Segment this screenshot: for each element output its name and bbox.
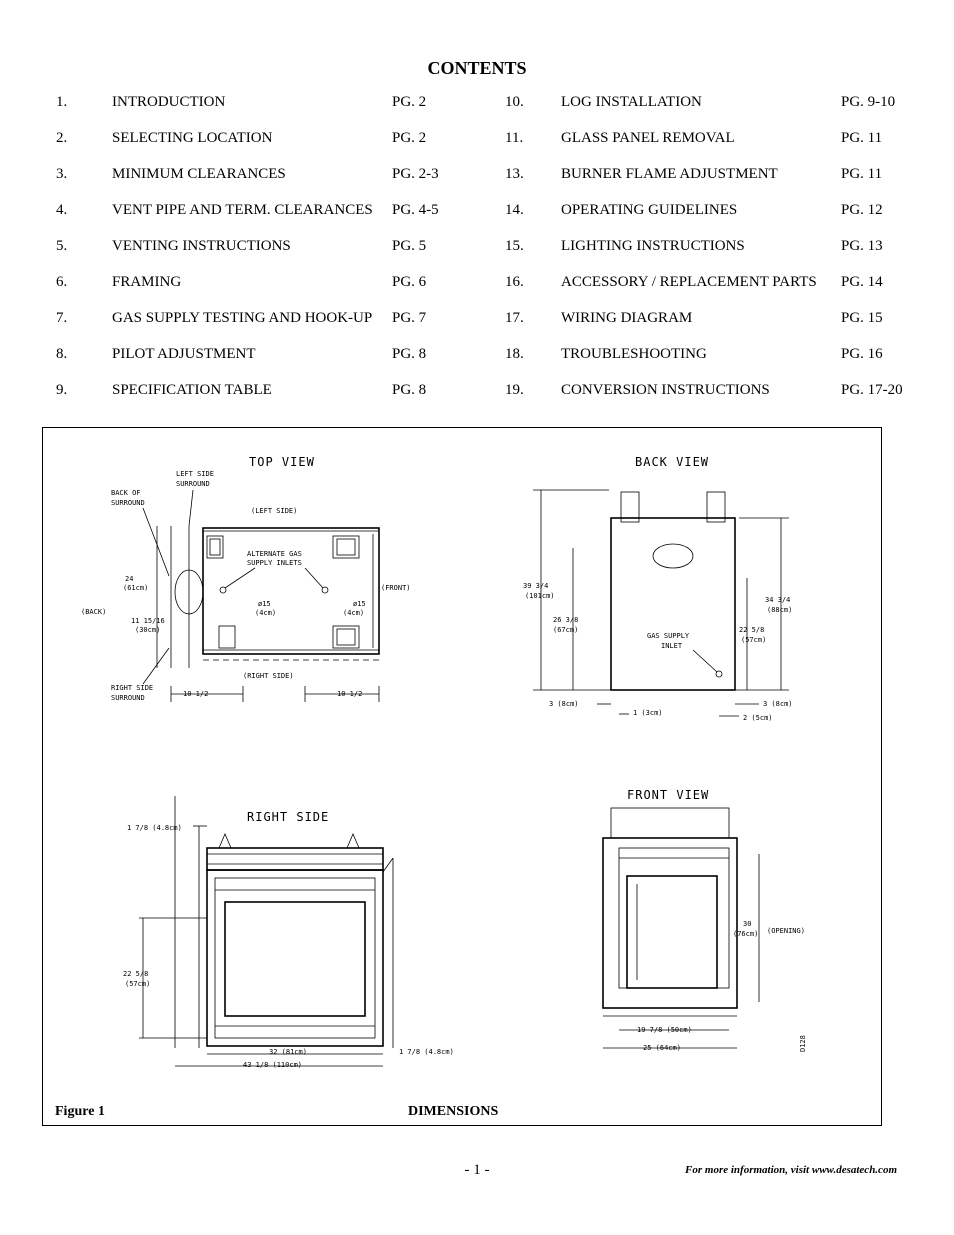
toc-item-label: INTRODUCTION: [112, 94, 226, 110]
dimension-label: ø15: [258, 600, 271, 608]
toc-item-page: PG. 15: [841, 310, 883, 326]
right-side-title: RIGHT SIDE: [247, 810, 330, 824]
toc-item-number: 13.: [505, 166, 524, 182]
toc-item-label: WIRING DIAGRAM: [561, 310, 693, 326]
dimension-label: ø15: [353, 600, 366, 608]
toc-item-number: 2.: [56, 130, 68, 146]
dimension-label: INLET: [661, 642, 683, 650]
toc-item-page: PG. 2: [392, 94, 427, 110]
toc-item: [505, 166, 905, 202]
dimension-drawings: [43, 428, 883, 1127]
toc-item-number: 17.: [505, 310, 524, 326]
toc-item-number: 19.: [505, 382, 524, 398]
dimension-label: ALTERNATE GAS: [247, 550, 302, 558]
dimension-label: BACK OF: [111, 489, 141, 497]
dimension-label: (57cm): [125, 980, 151, 988]
footer-note: For more information, visit www.desatech.com: [685, 1164, 897, 1176]
toc-item-label: LOG INSTALLATION: [561, 94, 702, 110]
toc-item: [505, 238, 905, 274]
toc-item-number: 9.: [56, 382, 68, 398]
dimension-label: (OPENING): [767, 927, 805, 935]
toc-item: [505, 346, 905, 382]
dimension-label: 10 1/2: [183, 690, 209, 698]
toc-item-page: PG. 12: [841, 202, 883, 218]
dimension-label: 43 1/8 (110cm): [243, 1061, 303, 1069]
dimension-label: (LEFT SIDE): [251, 507, 298, 515]
toc-item-page: PG. 16: [841, 346, 883, 362]
dimension-label: SURROUND: [111, 499, 145, 507]
toc-item-page: PG. 8: [392, 382, 427, 398]
dimension-label: 1 7/8 (4.8cm): [127, 824, 182, 832]
toc-item-label: PILOT ADJUSTMENT: [112, 346, 256, 362]
dimension-label: 34 3/4: [765, 596, 791, 604]
toc-item: [56, 346, 456, 382]
dimensions-figure: [42, 427, 882, 1126]
toc-item-label: GLASS PANEL REMOVAL: [561, 130, 735, 146]
dimension-label: (FRONT): [381, 584, 411, 592]
toc-item-label: LIGHTING INSTRUCTIONS: [561, 238, 745, 254]
dimension-label: 11 15/16: [131, 617, 165, 625]
dimension-label: SURROUND: [176, 480, 210, 488]
toc-item-number: 3.: [56, 166, 68, 182]
toc-item-label: VENTING INSTRUCTIONS: [112, 238, 291, 254]
dimension-label: (101cm): [525, 592, 555, 600]
toc-item-label: VENT PIPE AND TERM. CLEARANCES: [112, 202, 373, 218]
toc-item-label: SPECIFICATION TABLE: [112, 382, 272, 398]
toc-item: [505, 274, 905, 310]
dimension-label: GAS SUPPLY: [647, 632, 690, 640]
toc-item: [56, 238, 456, 274]
front-view-title: FRONT VIEW: [627, 788, 710, 802]
toc-item-label: TROUBLESHOOTING: [561, 346, 707, 362]
dimension-label: 2 (5cm): [743, 714, 773, 722]
toc-item-page: PG. 11: [841, 130, 883, 146]
toc-item-number: 7.: [56, 310, 68, 326]
figure-caption: DIMENSIONS: [408, 1104, 499, 1119]
toc-item-number: 8.: [56, 346, 68, 362]
toc-item-page: PG. 4-5: [392, 202, 439, 218]
toc-item: [505, 130, 905, 166]
toc-item-number: 5.: [56, 238, 68, 254]
toc-item-page: PG. 11: [841, 166, 883, 182]
toc-item: [505, 202, 905, 238]
dimension-label: SURROUND: [111, 694, 145, 702]
top-view-title: TOP VIEW: [249, 455, 315, 469]
dimension-label: 22 5/8: [739, 626, 765, 634]
toc-item: [505, 382, 905, 418]
toc-item-number: 1.: [56, 94, 68, 110]
dimension-label: 24: [125, 575, 134, 583]
toc-item: [56, 202, 456, 238]
dimension-label: RIGHT SIDE: [111, 684, 154, 692]
dimension-label: (67cm): [553, 626, 579, 634]
dimension-label: (BACK): [81, 608, 107, 616]
toc-item-page: PG. 2-3: [392, 166, 439, 182]
dimension-label: 32 (81cm): [269, 1048, 307, 1056]
toc-right-column: [505, 94, 905, 418]
toc-item-page: PG. 5: [392, 238, 427, 254]
toc-left-column: [56, 94, 456, 418]
toc-item: [56, 130, 456, 166]
dimension-label: 39 3/4: [523, 582, 549, 590]
toc-item: [56, 274, 456, 310]
toc-item-page: PG. 9-10: [841, 94, 896, 110]
toc-item-number: 11.: [505, 130, 524, 146]
dimension-label: 3 (8cm): [763, 700, 793, 708]
toc-item-number: 18.: [505, 346, 524, 362]
dimension-label: 3 (8cm): [549, 700, 579, 708]
toc-item: [56, 382, 456, 418]
dimension-label: (4cm): [255, 609, 277, 617]
dimension-label: 22 5/8: [123, 970, 149, 978]
toc-item-number: 14.: [505, 202, 524, 218]
toc-item-page: PG. 8: [392, 346, 427, 362]
page-title: CONTENTS: [427, 58, 527, 78]
toc-item-label: BURNER FLAME ADJUSTMENT: [561, 166, 778, 182]
right-side-drawing: [123, 796, 454, 1069]
dimension-label: 26 3/8: [553, 616, 579, 624]
dimension-label: (4cm): [343, 609, 365, 617]
toc-item-label: FRAMING: [112, 274, 182, 290]
toc-item: [56, 166, 456, 202]
dimension-label: (76cm): [733, 930, 759, 938]
toc-item-label: ACCESSORY / REPLACEMENT PARTS: [561, 274, 817, 290]
toc-item-page: PG. 17-20: [841, 382, 903, 398]
toc-item: [505, 310, 905, 346]
dimension-label: (61cm): [123, 584, 149, 592]
toc-item-number: 16.: [505, 274, 524, 290]
page-number: - 1 -: [464, 1162, 490, 1178]
toc-item-number: 10.: [505, 94, 524, 110]
back-view-drawing: [523, 455, 793, 722]
toc-item: [56, 94, 456, 130]
toc-item-number: 15.: [505, 238, 524, 254]
dimension-label: 25 (64cm): [643, 1044, 681, 1052]
dimension-label: 10 1/2: [337, 690, 363, 698]
dimension-label: (30cm): [135, 626, 161, 634]
dimension-label: (RIGHT SIDE): [243, 672, 294, 680]
toc-item-label: CONVERSION INSTRUCTIONS: [561, 382, 770, 398]
front-view-drawing: [603, 788, 807, 1052]
toc-item-page: PG. 2: [392, 130, 427, 146]
dimension-label: (88cm): [767, 606, 793, 614]
back-view-title: BACK VIEW: [635, 455, 710, 469]
toc-item-page: PG. 14: [841, 274, 883, 290]
toc-item-label: OPERATING GUIDELINES: [561, 202, 738, 218]
toc-item-number: 4.: [56, 202, 68, 218]
dimension-label: 19 7/8 (50cm): [637, 1026, 692, 1034]
top-view-drawing: [81, 455, 411, 702]
dimension-label: D128: [799, 1035, 807, 1052]
dimension-label: (57cm): [741, 636, 767, 644]
dimension-label: 1 7/8 (4.8cm): [399, 1048, 454, 1056]
dimension-label: LEFT SIDE: [176, 470, 214, 478]
toc-item: [56, 310, 456, 346]
toc-item-page: PG. 6: [392, 274, 427, 290]
toc-item-number: 6.: [56, 274, 68, 290]
toc-item-label: SELECTING LOCATION: [112, 130, 273, 146]
toc-item-page: PG. 7: [392, 310, 427, 326]
figure-label: Figure 1: [55, 1104, 105, 1119]
dimension-label: SUPPLY INLETS: [247, 559, 302, 567]
toc-item: [505, 94, 905, 130]
toc-item-label: MINIMUM CLEARANCES: [112, 166, 286, 182]
toc-item-page: PG. 13: [841, 238, 883, 254]
dimension-label: 30: [743, 920, 752, 928]
toc-item-label: GAS SUPPLY TESTING AND HOOK-UP: [112, 310, 373, 326]
dimension-label: 1 (3cm): [633, 709, 663, 717]
